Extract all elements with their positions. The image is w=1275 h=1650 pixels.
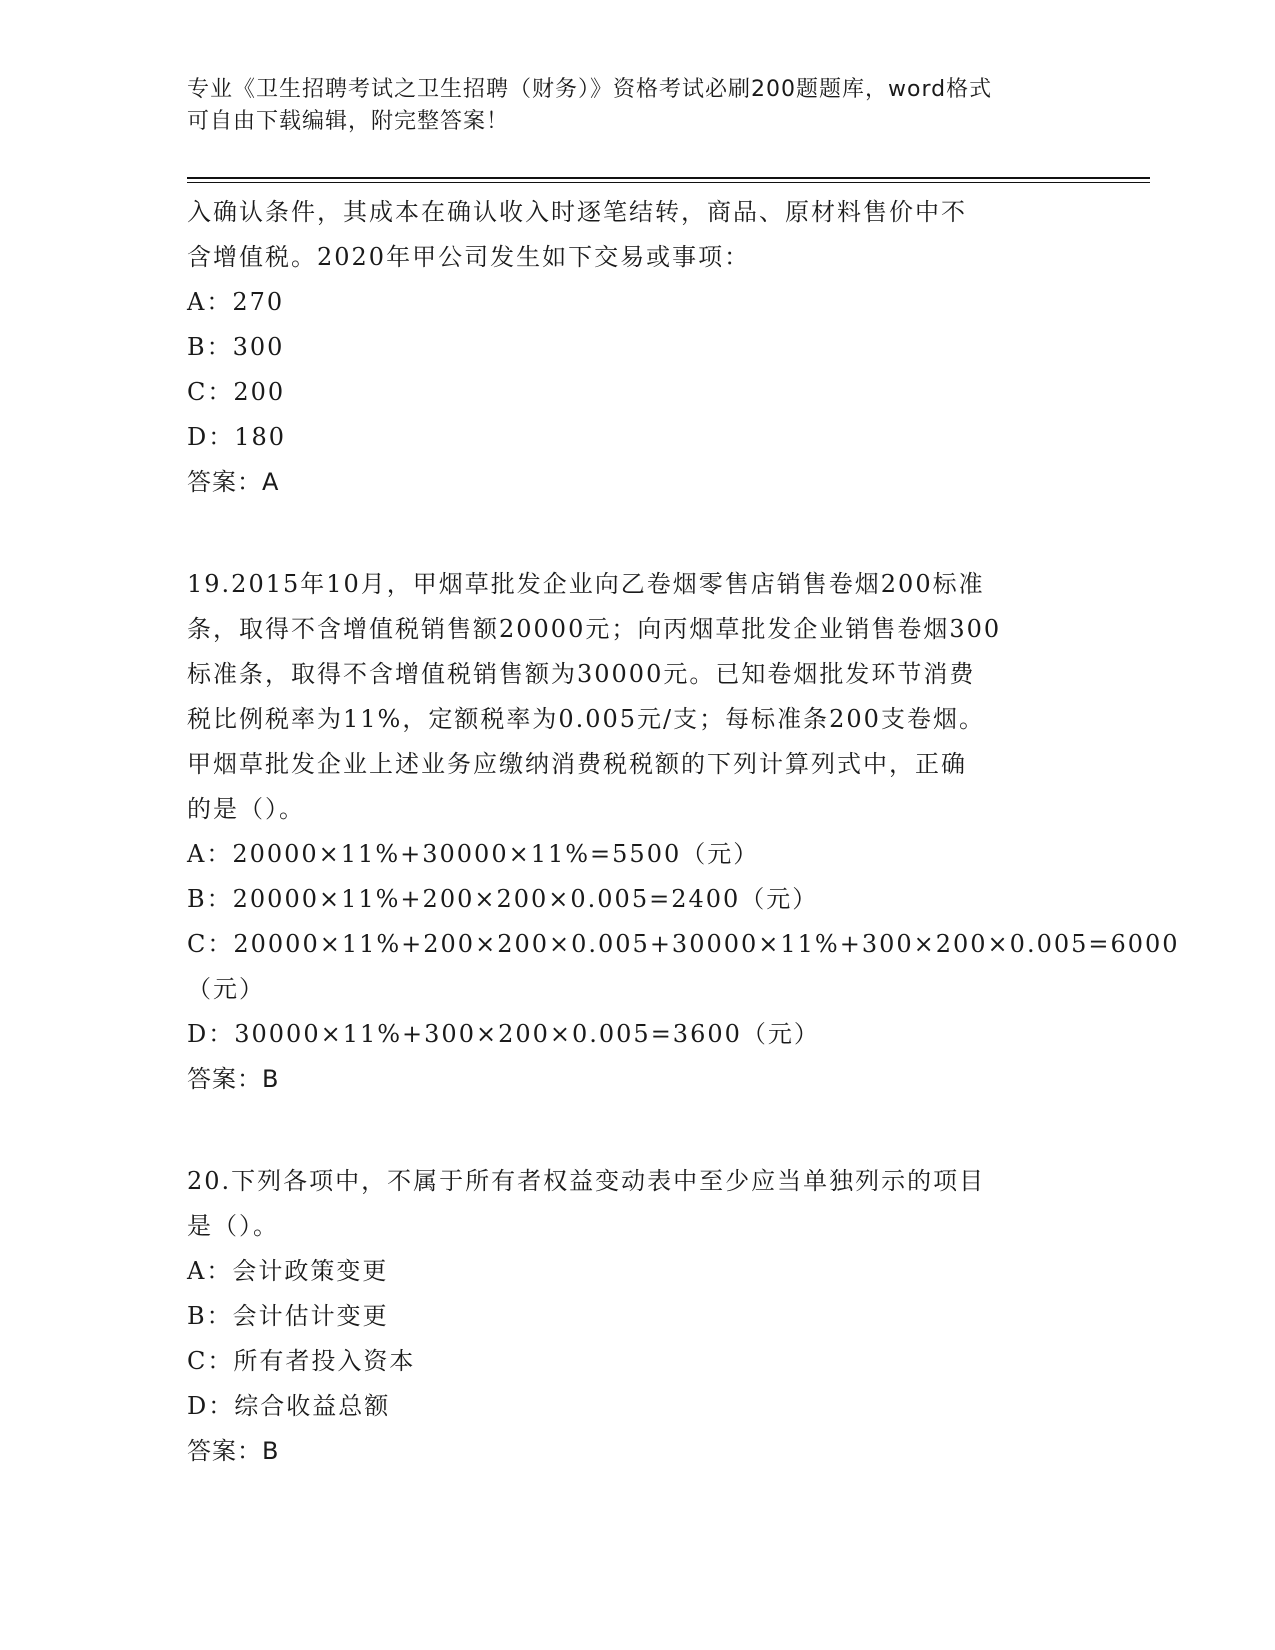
question-spacer: [187, 1102, 1087, 1159]
question-text-line: 税比例税率为11%，定额税率为0.005元/支；每标准条200支卷烟。: [187, 705, 985, 733]
option-a: A：会计政策变更: [187, 1257, 389, 1285]
option-d: D：30000×11%+300×200×0.005=3600（元）: [187, 1020, 820, 1048]
question-text-line: 甲烟草批发企业上述业务应缴纳消费税税额的下列计算列式中，正确: [187, 750, 967, 778]
option-a: A：270: [187, 288, 285, 316]
option-b: B：20000×11%+200×200×0.005=2400（元）: [187, 885, 819, 913]
question-18: [187, 190, 1087, 505]
header-line-2: 可自由下载编辑，附完整答案！: [187, 109, 510, 134]
option-b: B：会计估计变更: [187, 1302, 389, 1330]
document-header: [187, 74, 1067, 138]
header-divider-thin: [187, 182, 1150, 183]
answer-line: 答案：B: [187, 1437, 280, 1465]
question-text-line: 条，取得不含增值税销售额20000元；向丙烟草批发企业销售卷烟300: [187, 615, 1002, 643]
question-text-line: 标准条，取得不含增值税销售额为30000元。已知卷烟批发环节消费: [187, 660, 976, 688]
question-20: [187, 1159, 1087, 1474]
answer-line: 答案：A: [187, 468, 280, 496]
header-divider-thick: [187, 177, 1150, 179]
question-text-line: 含增值税。2020年甲公司发生如下交易或事项：: [187, 243, 751, 271]
question-spacer: [187, 505, 1087, 562]
question-text-line: 入确认条件，其成本在确认收入时逐笔结转，商品、原材料售价中不: [187, 198, 967, 226]
option-c: C：所有者投入资本: [187, 1347, 416, 1375]
option-c: C：200: [187, 378, 286, 406]
option-d: D：综合收益总额: [187, 1392, 391, 1420]
question-content: [187, 190, 1180, 1474]
option-d: D：180: [187, 423, 287, 451]
header-line-1: 专业《卫生招聘考试之卫生招聘（财务）》资格考试必刷200题题库，word格式: [187, 77, 993, 102]
question-text-line: 的是（）。: [187, 795, 305, 823]
question-text-line: 20.下列各项中，不属于所有者权益变动表中至少应当单独列示的项目: [187, 1167, 986, 1195]
option-a: A：20000×11%+30000×11%=5500（元）: [187, 840, 760, 868]
answer-line: 答案：B: [187, 1065, 280, 1093]
question-text-line: 是（）。: [187, 1212, 279, 1240]
option-c-continued: （元）: [187, 975, 265, 1003]
option-c: C：20000×11%+200×200×0.005+30000×11%+300×200×0.005=6000: [187, 930, 1180, 958]
question-text-line: 19.2015年10月，甲烟草批发企业向乙卷烟零售店销售卷烟200标准: [187, 570, 985, 598]
question-19: [187, 562, 1180, 1102]
option-b: B：300: [187, 333, 285, 361]
